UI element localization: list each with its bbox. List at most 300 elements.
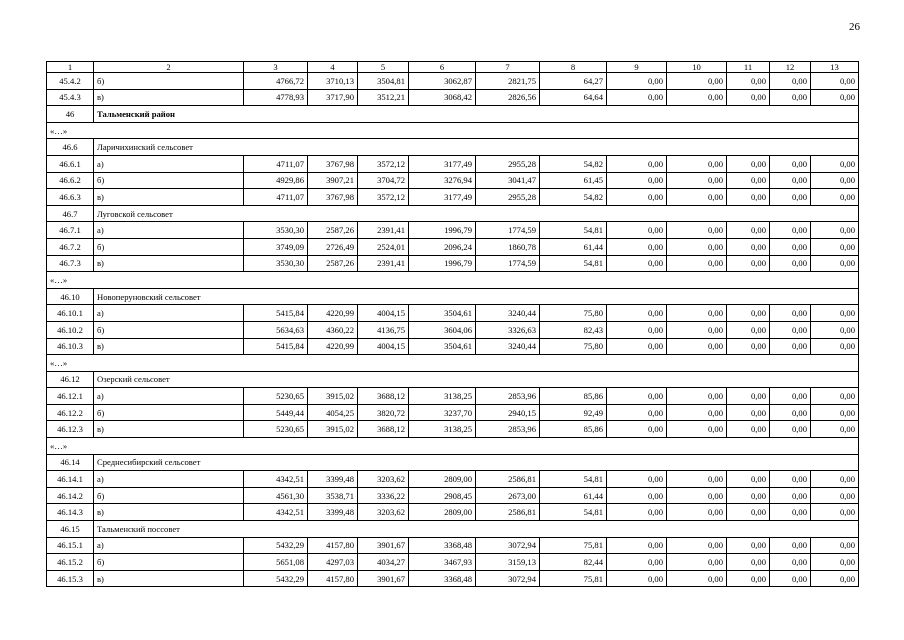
- row-subitem: б): [94, 73, 244, 90]
- row-code: 46.10.2: [47, 321, 94, 338]
- row-code: 46.7.2: [47, 238, 94, 255]
- row-subitem: в): [94, 570, 244, 587]
- row-value: 61,44: [540, 487, 607, 504]
- row-value: 0,00: [667, 222, 727, 239]
- row-value: 4778,93: [244, 89, 308, 106]
- row-value: 3512,21: [358, 89, 409, 106]
- table-row: [47, 155, 859, 172]
- row-subitem: б): [94, 238, 244, 255]
- row-code: 46.6.3: [47, 189, 94, 206]
- row-code: 46.14.2: [47, 487, 94, 504]
- row-value: 0,00: [607, 338, 667, 355]
- row-value: 0,00: [667, 554, 727, 571]
- row-value: 0,00: [667, 338, 727, 355]
- row-code: 46.6.2: [47, 172, 94, 189]
- row-value: 4157,80: [308, 537, 358, 554]
- section-row: [47, 139, 859, 156]
- row-value: 2524,01: [358, 238, 409, 255]
- row-value: 0,00: [607, 222, 667, 239]
- row-value: 5230,65: [244, 421, 308, 438]
- row-value: 0,00: [727, 471, 770, 488]
- row-value: 4004,15: [358, 338, 409, 355]
- row-code: 46.10.3: [47, 338, 94, 355]
- row-value: 3203,62: [358, 504, 409, 521]
- district-title: Тальменский район: [94, 106, 859, 123]
- row-value: 3068,42: [409, 89, 476, 106]
- page-number: 26: [849, 21, 860, 33]
- row-value: 0,00: [607, 421, 667, 438]
- table-row: [47, 404, 859, 421]
- row-value: 3717,90: [308, 89, 358, 106]
- row-value: 0,00: [727, 421, 770, 438]
- row-value: 2391,41: [358, 222, 409, 239]
- row-value: 0,00: [811, 172, 859, 189]
- omission-row: [47, 355, 859, 372]
- row-value: 0,00: [770, 404, 811, 421]
- row-value: 4766,72: [244, 73, 308, 90]
- row-value: 3138,25: [409, 421, 476, 438]
- row-value: 0,00: [607, 238, 667, 255]
- row-value: 0,00: [811, 89, 859, 106]
- row-value: 3336,22: [358, 487, 409, 504]
- row-value: 0,00: [727, 570, 770, 587]
- row-value: 4220,99: [308, 338, 358, 355]
- row-value: 0,00: [770, 155, 811, 172]
- section-row: [47, 205, 859, 222]
- row-value: 3177,49: [409, 155, 476, 172]
- row-value: 0,00: [727, 338, 770, 355]
- row-value: 0,00: [607, 554, 667, 571]
- row-value: 4342,51: [244, 504, 308, 521]
- row-value: 0,00: [770, 487, 811, 504]
- row-value: 2096,24: [409, 238, 476, 255]
- row-value: 0,00: [811, 487, 859, 504]
- row-value: 82,43: [540, 321, 607, 338]
- row-value: 0,00: [770, 238, 811, 255]
- row-value: 0,00: [607, 255, 667, 272]
- row-value: 5651,08: [244, 554, 308, 571]
- row-value: 75,80: [540, 338, 607, 355]
- row-value: 75,81: [540, 537, 607, 554]
- section-row: [47, 288, 859, 305]
- row-value: 4342,51: [244, 471, 308, 488]
- row-value: 61,45: [540, 172, 607, 189]
- column-number: 9: [607, 62, 667, 73]
- row-value: 2726,49: [308, 238, 358, 255]
- table-row: [47, 189, 859, 206]
- row-value: 1774,59: [476, 222, 540, 239]
- row-value: 2821,75: [476, 73, 540, 90]
- row-value: 82,44: [540, 554, 607, 571]
- table-row: [47, 172, 859, 189]
- row-value: 0,00: [727, 222, 770, 239]
- column-number: 4: [308, 62, 358, 73]
- row-value: 2853,96: [476, 421, 540, 438]
- row-value: 3749,09: [244, 238, 308, 255]
- section-code: 46.15: [47, 521, 94, 538]
- column-number: 1: [47, 62, 94, 73]
- row-code: 46.7.3: [47, 255, 94, 272]
- row-value: 3399,48: [308, 504, 358, 521]
- row-value: 3276,94: [409, 172, 476, 189]
- table-row: [47, 388, 859, 405]
- omission-marker: «…»: [47, 355, 859, 372]
- row-value: 0,00: [811, 73, 859, 90]
- row-value: 5432,29: [244, 570, 308, 587]
- row-value: 4929,86: [244, 172, 308, 189]
- row-value: 2809,00: [409, 504, 476, 521]
- row-value: 61,44: [540, 238, 607, 255]
- row-code: 46.15.1: [47, 537, 94, 554]
- row-subitem: а): [94, 537, 244, 554]
- row-value: 0,00: [667, 388, 727, 405]
- row-value: 0,00: [770, 321, 811, 338]
- row-value: 0,00: [607, 321, 667, 338]
- table-row: [47, 222, 859, 239]
- omission-row: [47, 438, 859, 455]
- row-code: 46.15.2: [47, 554, 94, 571]
- row-value: 0,00: [727, 487, 770, 504]
- row-value: 0,00: [607, 504, 667, 521]
- section-row: [47, 371, 859, 388]
- row-value: 0,00: [727, 73, 770, 90]
- section-title: Луговской сельсовет: [94, 205, 859, 222]
- row-value: 0,00: [607, 388, 667, 405]
- row-code: 46.12.2: [47, 404, 94, 421]
- row-value: 3138,25: [409, 388, 476, 405]
- row-value: 4004,15: [358, 305, 409, 322]
- row-value: 3467,93: [409, 554, 476, 571]
- row-value: 0,00: [667, 305, 727, 322]
- row-value: 85,86: [540, 421, 607, 438]
- section-code: 46.12: [47, 371, 94, 388]
- row-value: 0,00: [667, 238, 727, 255]
- row-value: 0,00: [770, 222, 811, 239]
- row-value: 0,00: [727, 172, 770, 189]
- row-code: 46.6.1: [47, 155, 94, 172]
- row-subitem: в): [94, 338, 244, 355]
- row-value: 54,81: [540, 504, 607, 521]
- table-row: [47, 238, 859, 255]
- row-value: 0,00: [607, 189, 667, 206]
- row-subitem: б): [94, 321, 244, 338]
- row-value: 0,00: [811, 404, 859, 421]
- row-value: 4034,27: [358, 554, 409, 571]
- row-value: 2391,41: [358, 255, 409, 272]
- row-value: 0,00: [770, 471, 811, 488]
- row-subitem: в): [94, 421, 244, 438]
- row-value: 54,82: [540, 189, 607, 206]
- row-subitem: в): [94, 504, 244, 521]
- row-value: 3530,30: [244, 222, 308, 239]
- row-value: 0,00: [607, 404, 667, 421]
- row-value: 0,00: [607, 89, 667, 106]
- row-value: 0,00: [811, 189, 859, 206]
- column-number: 2: [94, 62, 244, 73]
- row-value: 3504,81: [358, 73, 409, 90]
- section-title: Новоперуновский сельсовет: [94, 288, 859, 305]
- row-value: 0,00: [667, 504, 727, 521]
- row-value: 0,00: [727, 537, 770, 554]
- row-value: 0,00: [667, 570, 727, 587]
- column-number: 3: [244, 62, 308, 73]
- row-value: 92,49: [540, 404, 607, 421]
- row-value: 2940,15: [476, 404, 540, 421]
- row-value: 0,00: [770, 255, 811, 272]
- row-value: 0,00: [727, 321, 770, 338]
- row-value: 64,27: [540, 73, 607, 90]
- row-value: 0,00: [607, 487, 667, 504]
- row-value: 0,00: [811, 471, 859, 488]
- table-row: [47, 487, 859, 504]
- row-value: 3062,87: [409, 73, 476, 90]
- row-value: 4711,07: [244, 189, 308, 206]
- row-value: 0,00: [811, 388, 859, 405]
- row-value: 0,00: [811, 321, 859, 338]
- row-subitem: в): [94, 255, 244, 272]
- row-value: 0,00: [607, 305, 667, 322]
- row-value: 0,00: [607, 155, 667, 172]
- table-body: [47, 62, 859, 587]
- row-value: 0,00: [770, 421, 811, 438]
- row-value: 2853,96: [476, 388, 540, 405]
- column-number: 11: [727, 62, 770, 73]
- row-value: 3820,72: [358, 404, 409, 421]
- table-row: [47, 471, 859, 488]
- row-value: 0,00: [770, 504, 811, 521]
- row-value: 3688,12: [358, 421, 409, 438]
- row-subitem: а): [94, 305, 244, 322]
- row-value: 5449,44: [244, 404, 308, 421]
- section-title: Среднесибирский сельсовет: [94, 454, 859, 471]
- row-value: 0,00: [607, 537, 667, 554]
- row-value: 2809,00: [409, 471, 476, 488]
- table-row: [47, 421, 859, 438]
- omission-row: [47, 272, 859, 289]
- row-subitem: в): [94, 89, 244, 106]
- row-subitem: а): [94, 471, 244, 488]
- row-value: 54,81: [540, 255, 607, 272]
- omission-row: [47, 122, 859, 139]
- table-row: [47, 570, 859, 587]
- row-value: 0,00: [607, 471, 667, 488]
- row-value: 3710,13: [308, 73, 358, 90]
- row-value: 0,00: [770, 73, 811, 90]
- row-value: 3368,48: [409, 570, 476, 587]
- row-value: 0,00: [811, 155, 859, 172]
- row-value: 0,00: [667, 155, 727, 172]
- row-value: 2826,56: [476, 89, 540, 106]
- row-value: 0,00: [727, 238, 770, 255]
- table-row: [47, 321, 859, 338]
- row-value: 0,00: [727, 255, 770, 272]
- row-value: 0,00: [770, 537, 811, 554]
- row-value: 3704,72: [358, 172, 409, 189]
- district-code: 46: [47, 106, 94, 123]
- row-value: 3688,12: [358, 388, 409, 405]
- row-value: 2586,81: [476, 504, 540, 521]
- section-title: Ларичихинский сельсовет: [94, 139, 859, 156]
- section-code: 46.6: [47, 139, 94, 156]
- row-value: 2587,26: [308, 222, 358, 239]
- table-row: [47, 554, 859, 571]
- row-value: 0,00: [770, 570, 811, 587]
- row-value: 2673,00: [476, 487, 540, 504]
- row-value: 3159,13: [476, 554, 540, 571]
- section-title: Тальменский поссовет: [94, 521, 859, 538]
- row-value: 0,00: [770, 554, 811, 571]
- section-title: Озерский сельсовет: [94, 371, 859, 388]
- row-value: 1860,78: [476, 238, 540, 255]
- row-value: 5230,65: [244, 388, 308, 405]
- row-value: 3530,30: [244, 255, 308, 272]
- row-value: 0,00: [770, 172, 811, 189]
- row-value: 3767,98: [308, 155, 358, 172]
- row-code: 46.10.1: [47, 305, 94, 322]
- row-value: 4054,25: [308, 404, 358, 421]
- table-row: [47, 537, 859, 554]
- row-value: 4220,99: [308, 305, 358, 322]
- section-row: [47, 454, 859, 471]
- row-code: 45.4.3: [47, 89, 94, 106]
- row-code: 46.7.1: [47, 222, 94, 239]
- row-code: 45.4.2: [47, 73, 94, 90]
- row-value: 3572,12: [358, 189, 409, 206]
- section-code: 46.14: [47, 454, 94, 471]
- section-row: [47, 521, 859, 538]
- row-subitem: в): [94, 189, 244, 206]
- row-value: 1774,59: [476, 255, 540, 272]
- row-value: 0,00: [667, 404, 727, 421]
- column-number: 10: [667, 62, 727, 73]
- row-value: 0,00: [811, 222, 859, 239]
- table-row: [47, 89, 859, 106]
- row-value: 3538,71: [308, 487, 358, 504]
- row-subitem: а): [94, 222, 244, 239]
- row-value: 3240,44: [476, 338, 540, 355]
- row-value: 3604,06: [409, 321, 476, 338]
- row-value: 0,00: [667, 89, 727, 106]
- row-value: 64,64: [540, 89, 607, 106]
- column-number: 5: [358, 62, 409, 73]
- row-value: 3901,67: [358, 537, 409, 554]
- row-value: 0,00: [811, 421, 859, 438]
- row-value: 54,81: [540, 222, 607, 239]
- row-value: 3901,67: [358, 570, 409, 587]
- row-value: 0,00: [667, 189, 727, 206]
- row-value: 3072,94: [476, 570, 540, 587]
- row-value: 54,82: [540, 155, 607, 172]
- row-value: 0,00: [811, 255, 859, 272]
- row-value: 0,00: [811, 554, 859, 571]
- omission-marker: «…»: [47, 122, 859, 139]
- table-row: [47, 73, 859, 90]
- row-code: 46.14.1: [47, 471, 94, 488]
- column-number: 7: [476, 62, 540, 73]
- row-value: 4561,30: [244, 487, 308, 504]
- row-value: 54,81: [540, 471, 607, 488]
- section-code: 46.10: [47, 288, 94, 305]
- row-value: 3203,62: [358, 471, 409, 488]
- row-value: 5432,29: [244, 537, 308, 554]
- row-value: 5415,84: [244, 305, 308, 322]
- row-value: 0,00: [667, 73, 727, 90]
- row-subitem: а): [94, 388, 244, 405]
- row-value: 75,80: [540, 305, 607, 322]
- row-value: 0,00: [770, 189, 811, 206]
- column-number: 12: [770, 62, 811, 73]
- row-value: 3237,70: [409, 404, 476, 421]
- row-value: 0,00: [667, 321, 727, 338]
- row-value: 5634,63: [244, 321, 308, 338]
- row-value: 0,00: [667, 172, 727, 189]
- row-value: 4297,03: [308, 554, 358, 571]
- row-subitem: б): [94, 554, 244, 571]
- row-value: 2955,28: [476, 155, 540, 172]
- column-number: 6: [409, 62, 476, 73]
- tariff-table: [46, 61, 859, 587]
- row-value: 0,00: [667, 537, 727, 554]
- row-value: 2908,45: [409, 487, 476, 504]
- row-value: 0,00: [770, 338, 811, 355]
- row-value: 3504,61: [409, 305, 476, 322]
- row-code: 46.12.3: [47, 421, 94, 438]
- row-value: 4360,22: [308, 321, 358, 338]
- table-row: [47, 504, 859, 521]
- row-value: 3907,21: [308, 172, 358, 189]
- row-value: 0,00: [727, 388, 770, 405]
- row-value: 0,00: [811, 570, 859, 587]
- row-value: 85,86: [540, 388, 607, 405]
- row-value: 1996,79: [409, 255, 476, 272]
- row-value: 0,00: [607, 172, 667, 189]
- row-value: 0,00: [667, 255, 727, 272]
- table-row: [47, 305, 859, 322]
- row-value: 0,00: [727, 189, 770, 206]
- row-value: 0,00: [811, 305, 859, 322]
- row-subitem: б): [94, 487, 244, 504]
- row-value: 4136,75: [358, 321, 409, 338]
- row-value: 3326,63: [476, 321, 540, 338]
- column-number: 8: [540, 62, 607, 73]
- row-value: 3399,48: [308, 471, 358, 488]
- row-value: 4711,07: [244, 155, 308, 172]
- row-subitem: б): [94, 404, 244, 421]
- table-row: [47, 255, 859, 272]
- section-code: 46.7: [47, 205, 94, 222]
- row-value: 0,00: [667, 487, 727, 504]
- row-value: 3177,49: [409, 189, 476, 206]
- row-value: 2587,26: [308, 255, 358, 272]
- row-value: 3072,94: [476, 537, 540, 554]
- row-value: 0,00: [811, 504, 859, 521]
- row-value: 75,81: [540, 570, 607, 587]
- row-value: 3767,98: [308, 189, 358, 206]
- row-value: 3504,61: [409, 338, 476, 355]
- row-value: 0,00: [770, 388, 811, 405]
- row-value: 0,00: [727, 504, 770, 521]
- row-value: 3915,02: [308, 421, 358, 438]
- row-value: 5415,84: [244, 338, 308, 355]
- row-value: 2955,28: [476, 189, 540, 206]
- district-row: [47, 106, 859, 123]
- row-value: 0,00: [607, 73, 667, 90]
- row-code: 46.12.1: [47, 388, 94, 405]
- row-value: 0,00: [811, 537, 859, 554]
- row-value: 3240,44: [476, 305, 540, 322]
- row-value: 0,00: [811, 338, 859, 355]
- row-value: 0,00: [727, 305, 770, 322]
